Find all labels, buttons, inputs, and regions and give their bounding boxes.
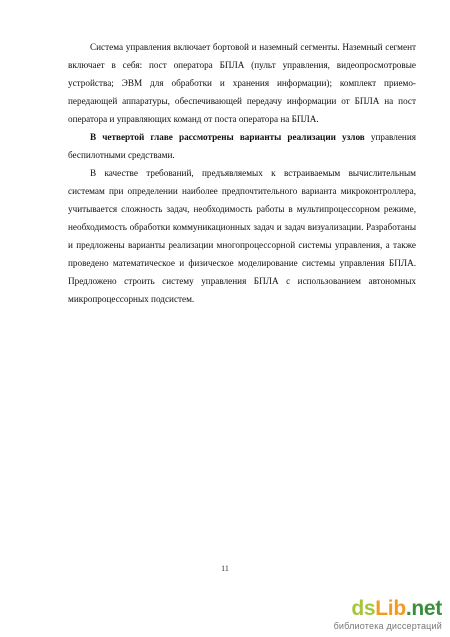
logo-ds: ds: [351, 597, 376, 620]
paragraph-continuation: управления беспилотными средствами.: [68, 132, 416, 160]
logo-lib: Lib: [375, 597, 406, 620]
watermark-subtitle: библиотека диссертаций: [333, 621, 442, 631]
body-text: [68, 38, 416, 308]
logo-net: .net: [405, 597, 442, 620]
paragraph-requirements: В качестве требований, предъявляемых к встраиваемым вычислительным системам при определении наиболее предпочтительного варианта микроконтроллера, учитывается сложность задач, необходимость работы в мультипроцессорном режиме, необходимость обработки коммуникационных задач и задач визуализации. Разработаны и предложены варианты реализации многопроцессорной системы управления, а также проведено математическое и физическое моделирование системы управления БПЛА. Предложено строить систему управления БПЛА с использованием автономных микропроцессорных подсистем.: [68, 168, 416, 304]
dslib-logo: [322, 598, 442, 620]
paragraph-ground-segment: Система управления включает бортовой и наземный сегменты. Наземный сегмент включает в себя: пост оператора БПЛА (пульт управления, видеопросмотровые устройства; ЭВМ для обработки и хранения информации); комплект приемо-передающей аппаратуры, обеспечивающей передачу информации от БПЛА на пост оператора и управляющих команд от поста оператора на БПЛА.: [68, 42, 416, 124]
dslib-watermark: [322, 598, 442, 631]
bold-lead-in: В четвертой главе рассмотрены варианты реализации узлов: [90, 132, 365, 142]
paragraph-chapter-four: [68, 128, 416, 164]
page-number: 11: [221, 564, 229, 573]
